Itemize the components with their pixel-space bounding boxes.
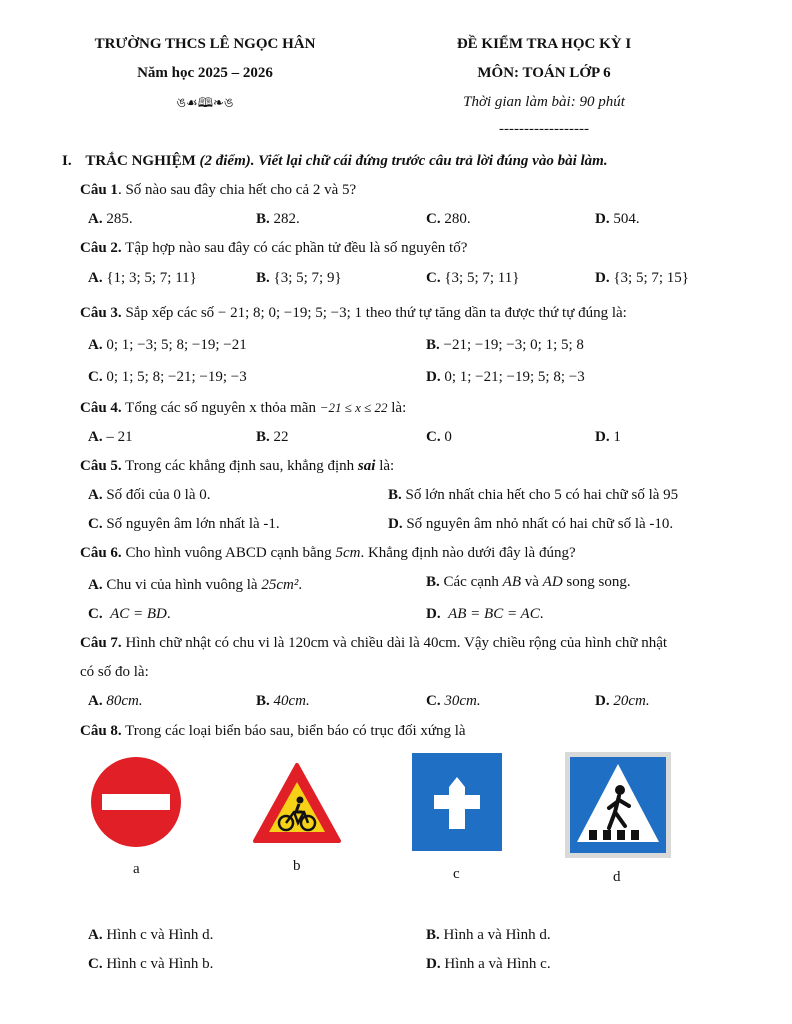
q4-option-a[interactable] [88,429,133,446]
q1-option-a[interactable] [88,211,133,228]
q3-option-a[interactable] [88,337,247,354]
question-label: Câu 1 [80,182,118,198]
q7-option-a[interactable] [88,693,143,710]
option-key: D. [595,211,610,227]
option-text: – 21 [106,429,133,445]
question-text-after: là: [375,458,395,474]
option-text: Số nguyên âm nhỏ nhất có hai chữ số là -10. [406,516,674,532]
q4-option-c[interactable] [426,429,452,446]
question-5 [80,458,394,475]
question-2 [80,240,467,257]
option-text: 0; 1; 5; 8; −21; −19; −3 [106,369,247,385]
option-text: −21; −19; −3; 0; 1; 5; 8 [443,337,584,353]
option-math: AC = BD [110,606,167,622]
option-key: C. [88,516,103,532]
q3-option-c[interactable] [88,369,247,386]
option-key: B. [256,693,270,709]
option-math-2: AD [542,574,563,590]
question-label: Câu 4. [80,400,122,416]
question-emphasis: sai [357,458,376,474]
option-key: A. [88,429,103,445]
question-6 [80,545,576,562]
q6-option-a[interactable] [88,577,302,594]
option-key: C. [88,956,103,972]
exam-subject: MÔN: TOÁN LỚP 6 [477,65,611,81]
option-key: D. [595,429,610,445]
option-text: Số lớn nhất chia hết cho 5 có hai chữ số là 95 [405,487,679,503]
section-points: (2 điểm) [199,153,251,169]
q3-option-d[interactable] [426,369,585,386]
option-text: 20cm. [613,693,650,709]
question-math: −21 ≤ x ≤ 22 [319,400,388,415]
option-key: C. [426,429,441,445]
q1-option-d[interactable] [595,211,640,228]
option-text: Các cạnh [443,574,503,590]
question-label: Câu 7. [80,635,122,651]
pedestrian-crossing-sign-icon [565,752,671,858]
question-label: Câu 3. [80,305,122,321]
option-key: B. [256,211,270,227]
question-text: Cho hình vuông ABCD cạnh bằng [121,545,336,561]
option-key: A. [88,211,103,227]
q2-option-d[interactable] [595,270,689,287]
option-key: A. [88,337,103,353]
option-text: 30cm. [444,693,481,709]
q6-option-d[interactable] [426,606,543,623]
option-key: A. [88,487,103,503]
option-text: Hình a và Hình c. [444,956,551,972]
sign-label-a: a [133,861,140,877]
sign-label-c: c [453,866,460,882]
q2-option-b[interactable] [256,270,342,287]
option-key: C. [426,270,441,286]
option-text: 40cm. [273,693,310,709]
option-text: Số nguyên âm lớn nhất là -1. [106,516,280,532]
option-key: B. [426,574,440,590]
option-key: A. [88,927,103,943]
option-key: D. [595,270,610,286]
question-text: Tập hợp nào sau đây có các phần tử đều là số nguyên tố? [121,240,468,256]
option-key: B. [388,487,402,503]
option-text: 80cm. [106,693,143,709]
q5-option-a[interactable] [88,487,211,504]
option-key: B. [256,270,270,286]
q3-option-b[interactable] [426,337,584,354]
q2-option-a[interactable] [88,270,197,287]
section-title: TRẮC NGHIỆM [85,153,196,169]
question-7-line-2: có số đo là: [80,664,149,680]
q4-option-d[interactable] [595,429,621,446]
q5-option-d[interactable] [388,516,673,533]
option-text: Hình c và Hình b. [106,956,214,972]
exam-title: ĐỀ KIỂM TRA HỌC KỲ I [456,36,632,52]
option-text: 282. [273,211,300,227]
question-7 [80,635,667,652]
question-4 [80,400,406,417]
question-text: . Số nào sau đây chia hết cho cả 2 và 5? [117,182,357,198]
option-key: B. [256,429,270,445]
q1-option-b[interactable] [256,211,300,228]
section-instruction: . Viết lại chữ cái đứng trước câu trả lời đúng vào bài làm. [250,153,608,169]
priority-road-sign-icon [412,753,502,851]
option-key: B. [426,927,440,943]
option-key: C. [426,693,441,709]
option-text: Hình c và Hình d. [106,927,214,943]
option-math: AB = BC = AC [448,606,540,622]
option-text: {3; 5; 7; 15} [613,270,689,286]
q8-option-d[interactable] [426,956,551,973]
q5-option-b[interactable] [388,487,678,504]
school-name: TRƯỜNG THCS LÊ NGỌC HÂN [94,36,316,52]
section-number: I. [62,153,72,169]
option-text: Hình a và Hình d. [443,927,551,943]
option-key: A. [88,577,103,593]
option-tail: . [539,606,544,622]
option-text: {3; 5; 7; 9} [273,270,342,286]
option-text: 280. [444,211,471,227]
question-text: Trong các loại biển báo sau, biển báo có trục đối xứng là [121,723,466,739]
header-rule: ------------------ [499,121,589,137]
option-key: D. [426,606,441,622]
q4-option-b[interactable] [256,429,289,446]
bicycle-warning-sign-icon [252,762,342,844]
sign-label-b: b [293,858,301,874]
question-text-after: là: [387,400,407,416]
option-text: Số đối của 0 là 0. [106,487,211,503]
option-text: Chu vi của hình vuông là [106,577,262,593]
q5-option-c[interactable] [88,516,280,533]
option-key: A. [88,270,103,286]
q6-option-b[interactable] [426,574,631,591]
option-text: 22 [273,429,289,445]
q7-option-b[interactable] [256,693,310,710]
question-8 [80,723,466,740]
q6-option-c[interactable] [88,606,171,623]
q2-option-c[interactable] [426,270,519,287]
option-key: D. [426,369,441,385]
question-math: 5cm [335,545,361,561]
option-tail: . [166,606,171,622]
option-tail: song song. [562,574,631,590]
option-text: 1 [613,429,621,445]
option-key: C. [426,211,441,227]
question-1 [80,182,356,199]
option-text: {3; 5; 7; 11} [444,270,520,286]
question-label: Câu 8. [80,723,122,739]
option-math: AB [502,574,521,590]
question-text-after: . Khẳng định nào dưới đây là đúng? [360,545,576,561]
option-key: C. [88,606,103,622]
question-label: Câu 5. [80,458,122,474]
no-entry-sign-icon [90,756,182,848]
question-text: Tổng các số nguyên x thỏa mãn [121,400,320,416]
section-heading [62,153,608,170]
question-label: Câu 2. [80,240,122,256]
option-key: A. [88,693,103,709]
option-text: 0; 1; −21; −19; 5; 8; −3 [444,369,585,385]
question-text: Sắp xếp các số − 21; 8; 0; −19; 5; −3; 1 theo thứ tự tăng dần ta được thứ tự đúng là: [121,305,627,321]
school-year: Năm học 2025 – 2026 [137,65,273,81]
exam-duration: Thời gian làm bài: 90 phút [463,94,625,110]
question-text: Trong các khẳng định sau, khẳng định [121,458,358,474]
decorative-ornament: ঙ☙🕮❧ঙ [176,96,234,111]
option-key: D. [426,956,441,972]
option-text: 0 [444,429,452,445]
option-text: 0; 1; −3; 5; 8; −19; −21 [106,337,247,353]
option-text: 504. [613,211,640,227]
question-3 [80,305,627,322]
option-key: B. [426,337,440,353]
q7-option-c[interactable] [426,693,481,710]
question-text: Hình chữ nhật có chu vi là 120cm và chiều dài là 40cm. Vậy chiều rộng của hình chữ nhật [121,635,668,651]
option-key: D. [595,693,610,709]
q8-option-a[interactable] [88,927,213,944]
sign-label-d: d [613,869,621,885]
option-text: 285. [106,211,133,227]
q8-option-c[interactable] [88,956,213,973]
q8-option-b[interactable] [426,927,551,944]
option-key: C. [88,369,103,385]
question-label: Câu 6. [80,545,122,561]
q1-option-c[interactable] [426,211,471,228]
option-text: {1; 3; 5; 7; 11} [106,270,197,286]
q7-option-d[interactable] [595,693,650,710]
option-key: D. [388,516,403,532]
option-tail: . [298,577,303,593]
option-mid: và [520,574,543,590]
option-math: 25cm² [261,577,299,593]
